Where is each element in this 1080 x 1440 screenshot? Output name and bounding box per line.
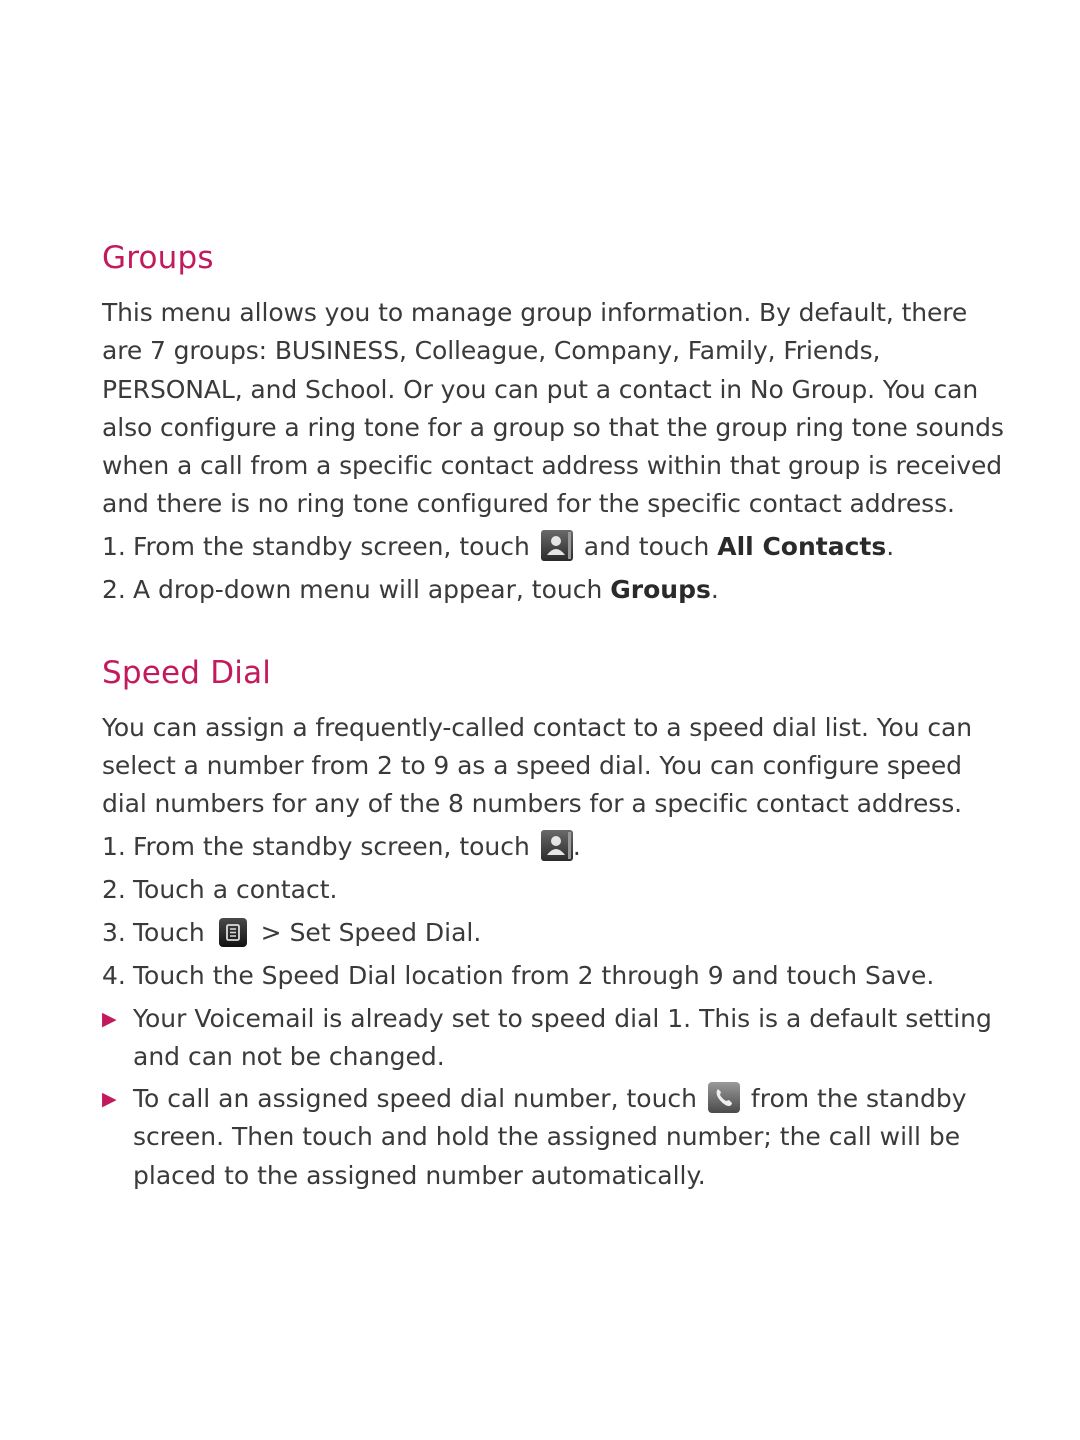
step-text: Touch a contact. bbox=[133, 874, 338, 904]
step-end: . bbox=[710, 574, 719, 604]
note-call-speed-dial bbox=[102, 1080, 1012, 1196]
speed-dial-steps bbox=[102, 828, 1012, 995]
step-text bbox=[133, 914, 481, 952]
speed-dial-notes bbox=[102, 1000, 1012, 1196]
note-text: Your Voicemail is already set to speed dial 1. This is a default setting and can not be changed. bbox=[133, 1003, 992, 1072]
note-voicemail bbox=[102, 1000, 1012, 1077]
note-text bbox=[133, 1080, 1012, 1196]
step-text bbox=[133, 828, 581, 866]
note-text-before: To call an assigned speed dial number, touch bbox=[133, 1083, 698, 1113]
step-number: 1. bbox=[102, 831, 126, 861]
groups-step-2 bbox=[102, 571, 1012, 609]
step-bold-groups: Groups bbox=[610, 574, 711, 604]
speed-step-3 bbox=[102, 914, 1012, 952]
step-text-before: From the standby screen, touch bbox=[133, 831, 530, 861]
manual-page bbox=[102, 236, 1012, 1198]
groups-section bbox=[102, 236, 1012, 609]
step-number: 1. bbox=[102, 531, 126, 561]
step-text bbox=[133, 528, 894, 566]
step-bold-all-contacts: All Contacts bbox=[717, 531, 887, 561]
groups-heading: Groups bbox=[102, 240, 214, 276]
step-number: 4. bbox=[102, 960, 126, 990]
bullet-arrow-icon: ▶ bbox=[102, 1007, 117, 1030]
speed-step-2 bbox=[102, 871, 1012, 909]
step-text-before: Touch bbox=[133, 917, 205, 947]
speed-dial-section bbox=[102, 651, 1012, 1195]
step-text-after: > Set Speed Dial. bbox=[260, 917, 482, 947]
bullet-arrow-icon: ▶ bbox=[102, 1087, 117, 1110]
groups-steps bbox=[102, 528, 1012, 609]
phone-icon bbox=[708, 1082, 740, 1113]
step-number: 2. bbox=[102, 874, 126, 904]
contacts-icon bbox=[541, 530, 573, 561]
speed-step-1 bbox=[102, 828, 1012, 866]
step-text-after: and touch bbox=[583, 531, 710, 561]
step-text bbox=[133, 571, 719, 609]
contacts-icon bbox=[541, 830, 573, 861]
step-number: 3. bbox=[102, 917, 126, 947]
step-text-before: From the standby screen, touch bbox=[133, 531, 530, 561]
speed-step-4 bbox=[102, 957, 1012, 995]
step-end: . bbox=[886, 531, 895, 561]
groups-intro: This menu allows you to manage group information. By default, there are 7 groups: BUSINESS, Colleague, Company, Family, Friends, PERSONAL, and School. Or you can put a contact in No Group. You can also configure a ring tone for a group so that the group ring tone sounds when a call from a specific contact address within that group is received and there is no ring tone configured for the specific contact address. bbox=[102, 298, 1004, 519]
step-text: Touch the Speed Dial location from 2 through 9 and touch Save. bbox=[133, 960, 935, 990]
note-text-after: from the standby screen. Then touch and hold the assigned number; the call will be placed to the assigned number automatically. bbox=[133, 1083, 967, 1190]
menu-icon bbox=[219, 918, 247, 947]
groups-step-1 bbox=[102, 528, 1012, 566]
step-text-before: A drop-down menu will appear, touch bbox=[133, 574, 603, 604]
speed-dial-heading: Speed Dial bbox=[102, 654, 272, 691]
step-end: . bbox=[572, 831, 581, 861]
speed-dial-intro: You can assign a frequently-called contact to a speed dial list. You can select a number from 2 to 9 as a speed dial. You can configure speed dial numbers for any of the 8 numbers for a specific contact address. bbox=[102, 712, 972, 819]
step-number: 2. bbox=[102, 574, 126, 604]
